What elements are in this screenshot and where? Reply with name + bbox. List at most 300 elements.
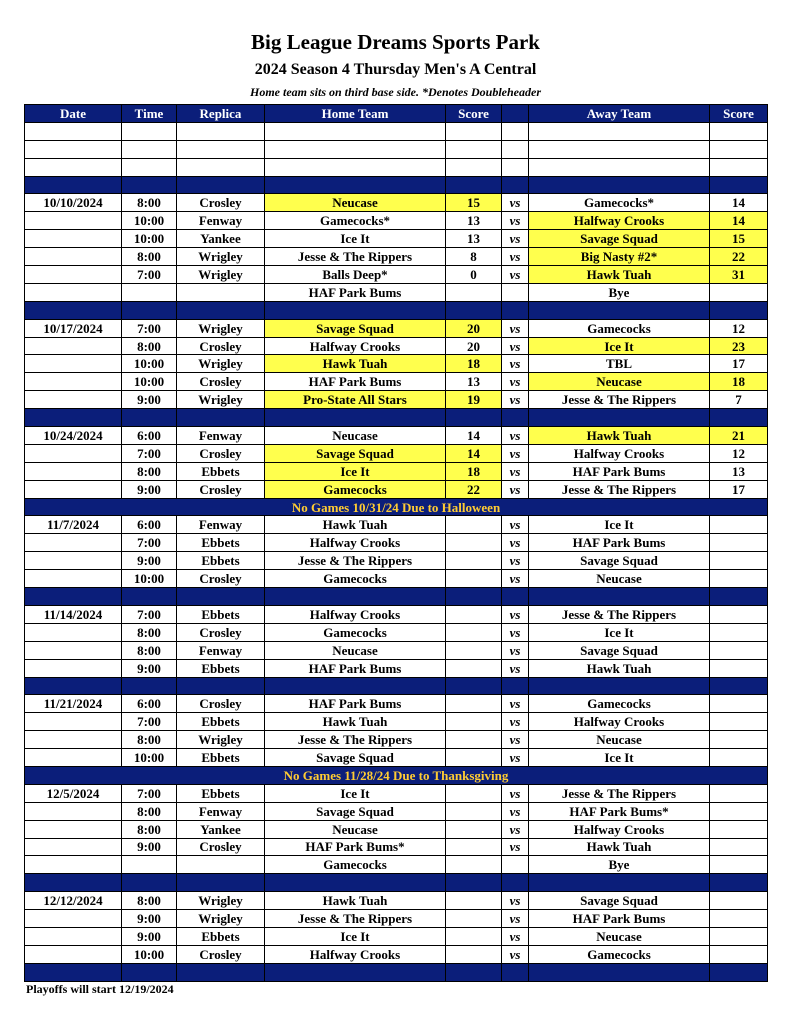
time-cell bbox=[122, 856, 177, 874]
playoffs-note: Playoffs will start 12/19/2024 bbox=[26, 982, 174, 996]
away-score-cell bbox=[710, 695, 768, 713]
away-score-cell: 22 bbox=[710, 248, 768, 266]
game-row bbox=[25, 784, 768, 802]
away-team-cell: Neucase bbox=[529, 570, 710, 588]
replica-cell bbox=[177, 856, 265, 874]
separator-cell bbox=[446, 588, 502, 606]
replica-cell: Ebbets bbox=[177, 552, 265, 570]
home-team-cell: Gamecocks bbox=[265, 570, 446, 588]
time-cell: 9:00 bbox=[122, 552, 177, 570]
home-team-cell: Jesse & The Rippers bbox=[265, 910, 446, 928]
home-score-cell: 20 bbox=[446, 319, 502, 337]
away-team-cell: Bye bbox=[529, 283, 710, 301]
date-cell bbox=[25, 248, 122, 266]
vs-cell: vs bbox=[502, 910, 529, 928]
schedule-table bbox=[24, 104, 768, 982]
date-cell: 10/24/2024 bbox=[25, 427, 122, 445]
away-score-cell bbox=[710, 713, 768, 731]
separator-cell bbox=[265, 301, 446, 319]
date-cell bbox=[25, 945, 122, 963]
blank-row bbox=[25, 140, 768, 158]
home-team-cell: Ice It bbox=[265, 462, 446, 480]
separator-cell bbox=[122, 963, 177, 981]
separator-cell bbox=[177, 176, 265, 194]
time-cell: 6:00 bbox=[122, 427, 177, 445]
date-cell bbox=[25, 283, 122, 301]
time-cell: 8:00 bbox=[122, 802, 177, 820]
time-cell: 9:00 bbox=[122, 910, 177, 928]
table-header-row bbox=[25, 105, 768, 123]
replica-cell: Ebbets bbox=[177, 462, 265, 480]
empty-cell bbox=[446, 122, 502, 140]
date-cell bbox=[25, 212, 122, 230]
away-score-cell: 23 bbox=[710, 337, 768, 355]
time-cell: 10:00 bbox=[122, 373, 177, 391]
game-row bbox=[25, 391, 768, 409]
page-subtitle: 2024 Season 4 Thursday Men's A Central bbox=[254, 61, 537, 78]
away-team-cell: Gamecocks bbox=[529, 695, 710, 713]
vs-cell: vs bbox=[502, 749, 529, 767]
replica-cell: Ebbets bbox=[177, 659, 265, 677]
separator-cell bbox=[710, 677, 768, 695]
home-score-cell bbox=[446, 856, 502, 874]
empty-cell bbox=[265, 140, 446, 158]
game-row bbox=[25, 337, 768, 355]
vs-cell: vs bbox=[502, 194, 529, 212]
away-team-cell: Hawk Tuah bbox=[529, 266, 710, 284]
home-team-cell: Ice It bbox=[265, 230, 446, 248]
away-score-cell bbox=[710, 892, 768, 910]
away-team-cell: TBL bbox=[529, 355, 710, 373]
separator-cell bbox=[265, 677, 446, 695]
home-score-cell bbox=[446, 892, 502, 910]
separator-cell bbox=[710, 301, 768, 319]
empty-cell bbox=[25, 158, 122, 176]
home-score-cell bbox=[446, 641, 502, 659]
time-cell: 7:00 bbox=[122, 784, 177, 802]
blank-row bbox=[25, 122, 768, 140]
vs-cell: vs bbox=[502, 266, 529, 284]
time-cell: 8:00 bbox=[122, 820, 177, 838]
separator-cell bbox=[25, 409, 122, 427]
date-cell bbox=[25, 355, 122, 373]
game-row bbox=[25, 570, 768, 588]
home-score-cell: 13 bbox=[446, 373, 502, 391]
replica-cell: Ebbets bbox=[177, 749, 265, 767]
vs-cell: vs bbox=[502, 838, 529, 856]
separator-cell bbox=[25, 874, 122, 892]
replica-cell: Fenway bbox=[177, 802, 265, 820]
away-team-cell: Ice It bbox=[529, 516, 710, 534]
home-team-cell: HAF Park Bums bbox=[265, 695, 446, 713]
vs-cell: vs bbox=[502, 373, 529, 391]
separator-cell bbox=[25, 588, 122, 606]
game-row bbox=[25, 820, 768, 838]
home-team-cell: Hawk Tuah bbox=[265, 892, 446, 910]
col-header-away-team: Away Team bbox=[529, 105, 710, 123]
home-team-cell: HAF Park Bums bbox=[265, 659, 446, 677]
date-cell bbox=[25, 373, 122, 391]
home-score-cell: 13 bbox=[446, 212, 502, 230]
game-row bbox=[25, 802, 768, 820]
week-separator bbox=[25, 677, 768, 695]
game-row bbox=[25, 444, 768, 462]
home-score-cell bbox=[446, 910, 502, 928]
game-row bbox=[25, 892, 768, 910]
away-score-cell bbox=[710, 731, 768, 749]
date-cell bbox=[25, 570, 122, 588]
separator-cell bbox=[446, 677, 502, 695]
away-team-cell: Bye bbox=[529, 856, 710, 874]
empty-cell bbox=[446, 140, 502, 158]
replica-cell: Crosley bbox=[177, 945, 265, 963]
away-score-cell bbox=[710, 641, 768, 659]
home-score-cell bbox=[446, 695, 502, 713]
replica-cell: Wrigley bbox=[177, 892, 265, 910]
empty-cell bbox=[710, 122, 768, 140]
empty-cell bbox=[529, 140, 710, 158]
replica-cell: Crosley bbox=[177, 337, 265, 355]
replica-cell: Crosley bbox=[177, 623, 265, 641]
replica-cell: Yankee bbox=[177, 230, 265, 248]
date-cell bbox=[25, 820, 122, 838]
time-cell: 7:00 bbox=[122, 534, 177, 552]
time-cell: 10:00 bbox=[122, 945, 177, 963]
date-cell bbox=[25, 266, 122, 284]
time-cell: 8:00 bbox=[122, 248, 177, 266]
empty-cell bbox=[25, 122, 122, 140]
home-team-cell: Halfway Crooks bbox=[265, 337, 446, 355]
empty-cell bbox=[122, 158, 177, 176]
date-cell bbox=[25, 623, 122, 641]
home-score-cell: 20 bbox=[446, 337, 502, 355]
home-team-cell: Jesse & The Rippers bbox=[265, 731, 446, 749]
away-team-cell: Halfway Crooks bbox=[529, 212, 710, 230]
time-cell: 8:00 bbox=[122, 194, 177, 212]
empty-cell bbox=[502, 158, 529, 176]
away-score-cell: 18 bbox=[710, 373, 768, 391]
home-team-cell: Hawk Tuah bbox=[265, 355, 446, 373]
away-team-cell: Halfway Crooks bbox=[529, 713, 710, 731]
away-team-cell: Savage Squad bbox=[529, 230, 710, 248]
home-score-cell bbox=[446, 570, 502, 588]
game-row bbox=[25, 534, 768, 552]
away-team-cell: Jesse & The Rippers bbox=[529, 391, 710, 409]
separator-cell bbox=[446, 176, 502, 194]
separator-cell bbox=[446, 963, 502, 981]
vs-cell: vs bbox=[502, 927, 529, 945]
col-header-time: Time bbox=[122, 105, 177, 123]
replica-cell: Ebbets bbox=[177, 534, 265, 552]
home-score-cell bbox=[446, 927, 502, 945]
date-cell: 11/14/2024 bbox=[25, 605, 122, 623]
vs-cell bbox=[502, 283, 529, 301]
separator-cell bbox=[529, 963, 710, 981]
separator-cell bbox=[122, 409, 177, 427]
empty-cell bbox=[446, 158, 502, 176]
time-cell: 9:00 bbox=[122, 927, 177, 945]
away-team-cell: Halfway Crooks bbox=[529, 820, 710, 838]
away-team-cell: Big Nasty #2* bbox=[529, 248, 710, 266]
game-row bbox=[25, 552, 768, 570]
week-separator bbox=[25, 874, 768, 892]
replica-cell: Fenway bbox=[177, 516, 265, 534]
away-score-cell bbox=[710, 516, 768, 534]
vs-cell: vs bbox=[502, 695, 529, 713]
schedule-body bbox=[25, 122, 768, 981]
replica-cell: Wrigley bbox=[177, 355, 265, 373]
time-cell: 9:00 bbox=[122, 659, 177, 677]
away-team-cell: Jesse & The Rippers bbox=[529, 784, 710, 802]
vs-cell bbox=[502, 856, 529, 874]
home-score-cell: 14 bbox=[446, 427, 502, 445]
home-team-cell: Gamecocks* bbox=[265, 212, 446, 230]
vs-cell: vs bbox=[502, 570, 529, 588]
home-team-cell: Gamecocks bbox=[265, 623, 446, 641]
vs-cell: vs bbox=[502, 892, 529, 910]
away-team-cell: Ice It bbox=[529, 337, 710, 355]
home-team-cell: Savage Squad bbox=[265, 444, 446, 462]
game-row bbox=[25, 695, 768, 713]
home-team-cell: HAF Park Bums* bbox=[265, 838, 446, 856]
time-cell: 8:00 bbox=[122, 462, 177, 480]
separator-cell bbox=[710, 176, 768, 194]
notice-row bbox=[25, 766, 768, 784]
separator-cell bbox=[177, 677, 265, 695]
game-row bbox=[25, 516, 768, 534]
separator-cell bbox=[502, 963, 529, 981]
date-cell bbox=[25, 391, 122, 409]
vs-cell: vs bbox=[502, 802, 529, 820]
date-cell bbox=[25, 927, 122, 945]
vs-cell: vs bbox=[502, 427, 529, 445]
away-team-cell: HAF Park Bums bbox=[529, 910, 710, 928]
separator-cell bbox=[529, 176, 710, 194]
game-row bbox=[25, 749, 768, 767]
home-team-cell: Jesse & The Rippers bbox=[265, 552, 446, 570]
game-row bbox=[25, 731, 768, 749]
col-header-date: Date bbox=[25, 105, 122, 123]
vs-cell: vs bbox=[502, 212, 529, 230]
vs-cell: vs bbox=[502, 659, 529, 677]
separator-cell bbox=[122, 176, 177, 194]
time-cell: 10:00 bbox=[122, 212, 177, 230]
away-score-cell: 17 bbox=[710, 480, 768, 498]
home-score-cell: 18 bbox=[446, 355, 502, 373]
away-score-cell bbox=[710, 910, 768, 928]
replica-cell: Wrigley bbox=[177, 248, 265, 266]
away-team-cell: Savage Squad bbox=[529, 892, 710, 910]
date-cell bbox=[25, 641, 122, 659]
col-header-away-score: Score bbox=[710, 105, 768, 123]
date-cell: 10/10/2024 bbox=[25, 194, 122, 212]
replica-cell: Ebbets bbox=[177, 713, 265, 731]
game-row bbox=[25, 283, 768, 301]
replica-cell: Wrigley bbox=[177, 391, 265, 409]
away-team-cell: Hawk Tuah bbox=[529, 427, 710, 445]
away-score-cell: 12 bbox=[710, 319, 768, 337]
empty-cell bbox=[177, 158, 265, 176]
game-row bbox=[25, 713, 768, 731]
vs-cell: vs bbox=[502, 534, 529, 552]
home-team-cell: HAF Park Bums bbox=[265, 283, 446, 301]
vs-cell: vs bbox=[502, 605, 529, 623]
away-team-cell: Gamecocks bbox=[529, 319, 710, 337]
away-score-cell: 15 bbox=[710, 230, 768, 248]
replica-cell: Wrigley bbox=[177, 910, 265, 928]
separator-cell bbox=[710, 874, 768, 892]
replica-cell: Ebbets bbox=[177, 605, 265, 623]
replica-cell: Yankee bbox=[177, 820, 265, 838]
home-team-cell: Pro-State All Stars bbox=[265, 391, 446, 409]
home-score-cell: 18 bbox=[446, 462, 502, 480]
separator-cell bbox=[710, 588, 768, 606]
game-row bbox=[25, 194, 768, 212]
date-cell bbox=[25, 713, 122, 731]
date-cell bbox=[25, 480, 122, 498]
date-cell bbox=[25, 749, 122, 767]
home-team-cell: Halfway Crooks bbox=[265, 945, 446, 963]
vs-cell: vs bbox=[502, 516, 529, 534]
separator-cell bbox=[265, 963, 446, 981]
vs-cell: vs bbox=[502, 480, 529, 498]
time-cell: 10:00 bbox=[122, 355, 177, 373]
col-header-home-team: Home Team bbox=[265, 105, 446, 123]
away-score-cell bbox=[710, 552, 768, 570]
away-score-cell: 17 bbox=[710, 355, 768, 373]
separator-cell bbox=[502, 588, 529, 606]
separator-cell bbox=[25, 677, 122, 695]
time-cell: 6:00 bbox=[122, 516, 177, 534]
separator-cell bbox=[25, 301, 122, 319]
replica-cell: Crosley bbox=[177, 570, 265, 588]
away-score-cell bbox=[710, 659, 768, 677]
game-row bbox=[25, 212, 768, 230]
separator-cell bbox=[446, 874, 502, 892]
header-note: Home team sits on third base side. *Denotes Doubleheader bbox=[250, 85, 541, 99]
game-row bbox=[25, 641, 768, 659]
away-score-cell bbox=[710, 838, 768, 856]
away-team-cell: Savage Squad bbox=[529, 641, 710, 659]
separator-cell bbox=[265, 176, 446, 194]
game-row bbox=[25, 319, 768, 337]
empty-cell bbox=[122, 140, 177, 158]
away-score-cell: 7 bbox=[710, 391, 768, 409]
time-cell: 8:00 bbox=[122, 892, 177, 910]
away-team-cell: Savage Squad bbox=[529, 552, 710, 570]
separator-cell bbox=[265, 874, 446, 892]
time-cell: 10:00 bbox=[122, 230, 177, 248]
replica-cell: Crosley bbox=[177, 838, 265, 856]
vs-cell: vs bbox=[502, 444, 529, 462]
away-team-cell: HAF Park Bums* bbox=[529, 802, 710, 820]
time-cell: 7:00 bbox=[122, 444, 177, 462]
separator-cell bbox=[122, 588, 177, 606]
time-cell: 9:00 bbox=[122, 391, 177, 409]
home-team-cell: Ice It bbox=[265, 784, 446, 802]
home-score-cell bbox=[446, 659, 502, 677]
away-score-cell bbox=[710, 856, 768, 874]
empty-cell bbox=[529, 122, 710, 140]
away-score-cell: 14 bbox=[710, 194, 768, 212]
time-cell bbox=[122, 283, 177, 301]
away-score-cell: 12 bbox=[710, 444, 768, 462]
away-team-cell: Jesse & The Rippers bbox=[529, 605, 710, 623]
away-team-cell: Hawk Tuah bbox=[529, 838, 710, 856]
vs-cell: vs bbox=[502, 945, 529, 963]
home-score-cell bbox=[446, 516, 502, 534]
game-row bbox=[25, 945, 768, 963]
week-separator bbox=[25, 588, 768, 606]
vs-cell: vs bbox=[502, 230, 529, 248]
home-score-cell bbox=[446, 552, 502, 570]
date-cell bbox=[25, 802, 122, 820]
notice-text: No Games 10/31/24 Due to Halloween bbox=[25, 498, 768, 516]
empty-cell bbox=[529, 158, 710, 176]
separator-cell bbox=[265, 588, 446, 606]
home-team-cell: HAF Park Bums bbox=[265, 373, 446, 391]
away-team-cell: Gamecocks bbox=[529, 945, 710, 963]
col-header-vs bbox=[502, 105, 529, 123]
home-score-cell bbox=[446, 731, 502, 749]
home-score-cell bbox=[446, 820, 502, 838]
home-team-cell: Balls Deep* bbox=[265, 266, 446, 284]
separator-cell bbox=[502, 301, 529, 319]
home-score-cell bbox=[446, 838, 502, 856]
empty-cell bbox=[177, 122, 265, 140]
empty-cell bbox=[502, 140, 529, 158]
empty-cell bbox=[502, 122, 529, 140]
separator-cell bbox=[177, 963, 265, 981]
replica-cell: Ebbets bbox=[177, 927, 265, 945]
game-row bbox=[25, 838, 768, 856]
home-score-cell: 19 bbox=[446, 391, 502, 409]
empty-cell bbox=[265, 158, 446, 176]
home-score-cell bbox=[446, 623, 502, 641]
away-score-cell bbox=[710, 283, 768, 301]
game-row bbox=[25, 373, 768, 391]
week-separator bbox=[25, 409, 768, 427]
home-team-cell: Savage Squad bbox=[265, 319, 446, 337]
away-score-cell bbox=[710, 945, 768, 963]
week-separator bbox=[25, 176, 768, 194]
home-score-cell: 0 bbox=[446, 266, 502, 284]
col-header-home-score: Score bbox=[446, 105, 502, 123]
game-row bbox=[25, 927, 768, 945]
separator-cell bbox=[710, 409, 768, 427]
time-cell: 7:00 bbox=[122, 319, 177, 337]
vs-cell: vs bbox=[502, 784, 529, 802]
empty-cell bbox=[177, 140, 265, 158]
home-score-cell: 15 bbox=[446, 194, 502, 212]
replica-cell: Ebbets bbox=[177, 784, 265, 802]
date-cell bbox=[25, 534, 122, 552]
vs-cell: vs bbox=[502, 391, 529, 409]
away-team-cell: HAF Park Bums bbox=[529, 534, 710, 552]
away-score-cell bbox=[710, 605, 768, 623]
away-team-cell: Ice It bbox=[529, 749, 710, 767]
separator-cell bbox=[122, 874, 177, 892]
away-score-cell bbox=[710, 802, 768, 820]
home-team-cell: Neucase bbox=[265, 820, 446, 838]
time-cell: 6:00 bbox=[122, 695, 177, 713]
game-row bbox=[25, 266, 768, 284]
replica-cell: Crosley bbox=[177, 444, 265, 462]
away-score-cell bbox=[710, 749, 768, 767]
home-score-cell: 22 bbox=[446, 480, 502, 498]
away-score-cell bbox=[710, 927, 768, 945]
replica-cell: Fenway bbox=[177, 641, 265, 659]
